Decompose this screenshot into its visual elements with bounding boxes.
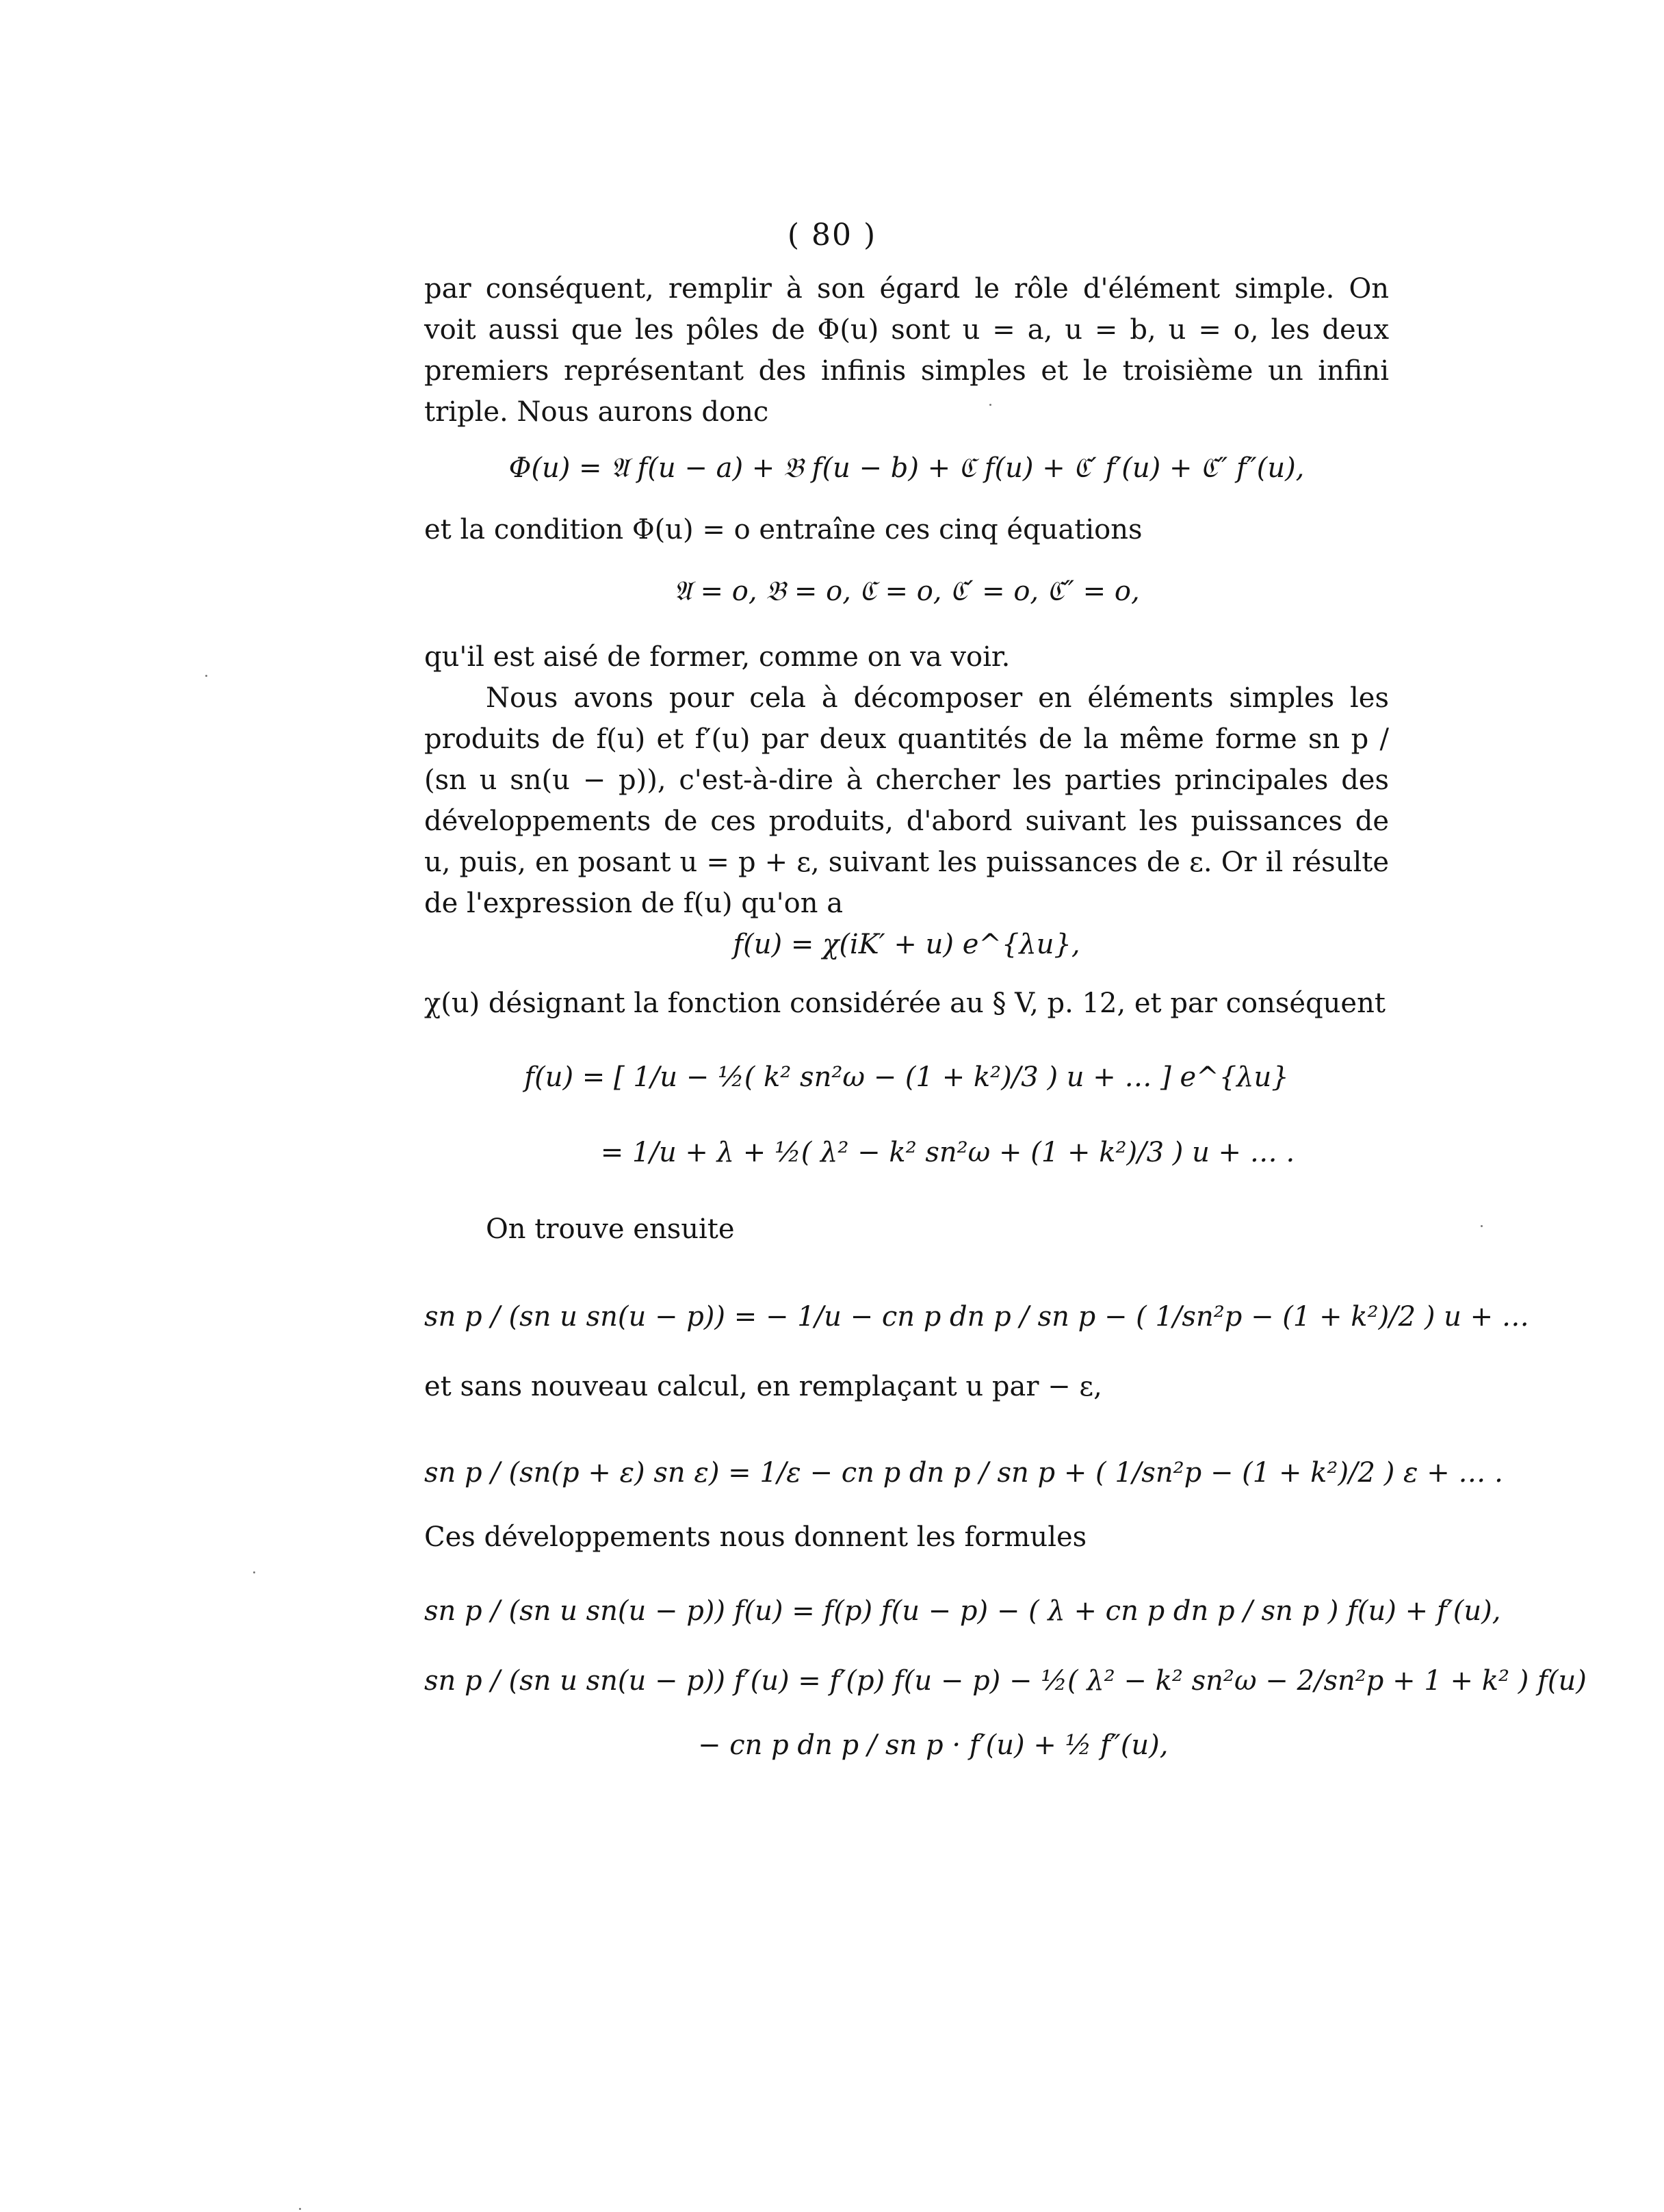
scan-speck bbox=[299, 2208, 301, 2210]
page-number: ( 80 ) bbox=[787, 218, 877, 253]
paragraph-7: et sans nouveau calcul, en remplaçant u par − ε, bbox=[424, 1371, 1102, 1402]
paragraph-3: qu'il est aisé de former, comme on va voir. bbox=[424, 641, 1011, 673]
paragraph-8: Ces développements nous donnent les formules bbox=[424, 1521, 1087, 1553]
equation-formula-1: sn p / (sn u sn(u − p)) f(u) = f(p) f(u − p) − ( λ + cn p dn p / sn p ) f(u) + f′(u), bbox=[424, 1595, 1501, 1627]
paragraph-4: Nous avons pour cela à décomposer en éléments simples les produits de f(u) et f′(u) par deux quantités de la même forme sn p / (sn u sn(u − p)), c'est-à-dire à chercher les parties principales des développements de ces produits, d'abord suivant les puissances de u, puis, en posant u = p + ε, suivant les puissances de ε. Or il résulte de l'expression de f(u) qu'on a bbox=[424, 682, 1389, 919]
equation-sn-expansion-u: sn p / (sn u sn(u − p)) = − 1/u − cn p dn p / sn p − ( 1/sn²p − (1 + k²)/2 ) u + … bbox=[424, 1301, 1529, 1333]
paragraph-6: On trouve ensuite bbox=[486, 1213, 735, 1245]
scan-speck bbox=[205, 675, 207, 677]
paragraph-5: χ(u) désignant la fonction considérée au § V, p. 12, et par conséquent bbox=[424, 988, 1386, 1019]
scan-speck bbox=[989, 404, 991, 406]
equation-five-conditions: 𝔄 = o, 𝔅 = o, ℭ = o, ℭ′ = o, ℭ″ = o, bbox=[673, 576, 1140, 607]
scan-speck bbox=[253, 1571, 255, 1573]
scan-speck bbox=[1481, 1225, 1483, 1227]
equation-sn-expansion-epsilon: sn p / (sn(p + ε) sn ε) = 1/ε − cn p dn p / sn p + ( 1/sn²p − (1 + k²)/2 ) ε + … . bbox=[424, 1457, 1503, 1489]
equation-f-expansion-line-1: f(u) = [ 1/u − ½( k² sn²ω − (1 + k²)/3 ) u + … ] e^{λu} bbox=[524, 1062, 1289, 1093]
equation-f-definition: f(u) = χ(iK′ + u) e^{λu}, bbox=[733, 929, 1080, 960]
paragraph-2: et la condition Φ(u) = o entraîne ces cinq équations bbox=[424, 514, 1143, 545]
equation-f-expansion-line-2: = 1/u + λ + ½( λ² − k² sn²ω + (1 + k²)/3 ) u + … . bbox=[600, 1137, 1295, 1168]
equation-phi-decomposition: Φ(u) = 𝔄 f(u − a) + 𝔅 f(u − b) + ℭ f(u) + ℭ′ f′(u) + ℭ″ f″(u), bbox=[508, 452, 1305, 484]
equation-formula-2-line-1: sn p / (sn u sn(u − p)) f′(u) = f′(p) f(u − p) − ½( λ² − k² sn²ω − 2/sn²p + 1 + k² ) f(u) bbox=[424, 1665, 1587, 1697]
paragraph-1: par conséquent, remplir à son égard le rôle d'élément simple. On voit aussi que les pôles de Φ(u) sont u = a, u = b, u = o, les deux premiers représentant des infinis simples et le troisième un infini triple. Nous aurons donc bbox=[424, 273, 1389, 428]
equation-formula-2-line-2: − cn p dn p / sn p · f′(u) + ½ f″(u), bbox=[698, 1729, 1169, 1761]
